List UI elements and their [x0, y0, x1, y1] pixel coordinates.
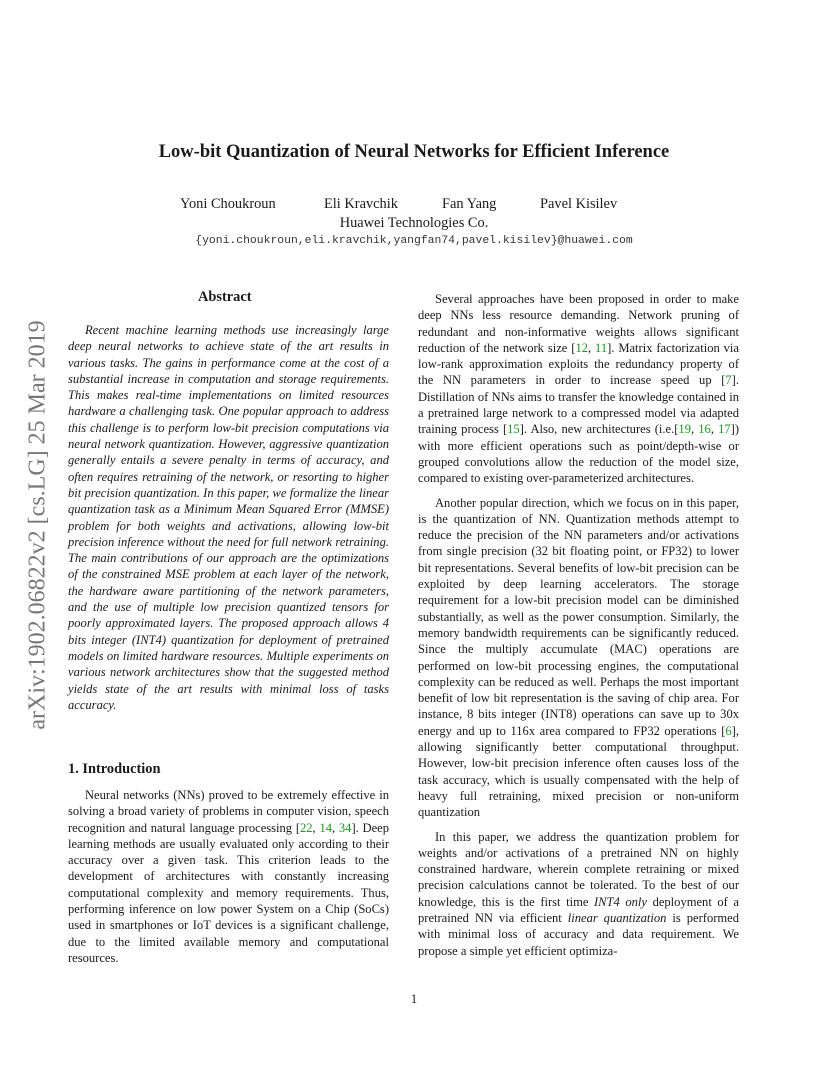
- citation-link[interactable]: 34: [338, 820, 352, 835]
- citation-link[interactable]: 12: [575, 340, 588, 355]
- affiliation: Huawei Technologies Co.: [339, 215, 489, 231]
- abstract-text: Recent machine learning methods use increasingly large deep neural networks to achieve state of the art results in various tasks. The gains in performance come at the cost of a substantial increase in computation and storage requirements. This makes real-time implementations on limited resources hardware a challenging task. One popular approach to address this challenge is to perform low-bit precision computations via neural network quantization. However, aggressive quantization generally entails a severe penalty in terms of accuracy, and often requires retraining of the network, or resorting to higher bit precision quantization. In this paper, we formalize the linear quantization task as a Minimum Mean Squared Error (MMSE) problem for both weights and activations, allowing low-bit precision inference without the need for full network retraining. The main contributions of our approach are the optimizations of the constrained MSE problem at each layer of the network, the hardware aware partitioning of the network parameters, and the use of multiple low precision quantized tensors for poorly approximated layers. The proposed approach allows 4 bits integer (INT4) quantization for deployment of pretrained models on limited hardware resources. Multiple experiments on various network architectures show that the suggested method yields state of the art results with minimal loss of tasks accuracy.: [68, 323, 389, 712]
- section-heading-introduction: 1. Introduction: [68, 761, 161, 777]
- author-1: Yoni Choukroun: [180, 196, 276, 212]
- author-3: Fan Yang: [442, 196, 497, 212]
- author-2: Eli Kravchik: [324, 196, 398, 212]
- citation-link[interactable]: 17: [718, 422, 731, 437]
- citation-link[interactable]: 22: [300, 820, 313, 835]
- intro-paragraph-2: Several approaches have been proposed in order to make deep NNs less resource demanding. Network pruning of redundant and non-informative weights allows significant reduction of the network size [12, 11]. Matrix factorization via low-rank approximation exploits the redundancy property of the NN parameters in order to increase speed up [7]. Distillation of NNs aims to transfer the knowledge contained in a pretrained large network to a compressed model via adapted training process [15]. Also, new architectures (i.e.[19, 16, 17]) with more efficient operations such as point/depth-wise or grouped convolutions allow the reduction of the model size, compared to existing over-parameterized architectures.: [418, 292, 740, 486]
- citation-link[interactable]: 6: [725, 723, 732, 738]
- citation-link[interactable]: 7: [725, 373, 732, 388]
- author-4: Pavel Kisilev: [540, 196, 618, 212]
- citation-link[interactable]: 15: [507, 422, 520, 437]
- abstract-heading: Abstract: [198, 289, 252, 305]
- arxiv-identifier: arXiv:1902.06822v2 [cs.LG] 25 Mar 2019: [24, 320, 51, 730]
- intro-right-column: [418, 291, 739, 959]
- abstract-body: [68, 322, 389, 713]
- intro-paragraph-3: Another popular direction, which we focus on in this paper, is the quantization of NN. Quantization methods attempt to reduce the precision of the NN parameters and/or activations from single precision (32 bit floating point, or FP32) to lower bit representations. Several benefits of low-bit precision can be exploited by deep learning accelerators. The storage requirement for a low-bit precision model can be diminished substantially, as well as the power consumption. Similarly, the memory bandwidth requirements can be significantly reduced. Since the multiply accumulate (MAC) operations are performed on low-bit processing engines, the computational complexity can be reduced as well. Perhaps the most important benefit of low bit representation is the saving of chip area. For instance, 8 bits integer (INT8) operations can save up to 30x energy and up to 116x area compared to FP32 operations [6], allowing significantly better computational throughput. However, low-bit precision inference often causes loss of the task accuracy, which is usually compensated with the help of heavy full retraining, mixed precision or non-uniform quantization: [418, 495, 739, 820]
- citation-link[interactable]: 14: [319, 820, 332, 835]
- citation-link[interactable]: 11: [595, 340, 608, 355]
- author-emails: {yoni.choukroun,eli.kravchik,yangfan74,pavel.kisilev}@huawei.com: [195, 235, 633, 247]
- arxiv-sidebar: [18, 290, 58, 760]
- intro-paragraph-4: In this paper, we address the quantization problem for weights and/or activations of a pretrained NN on highly constrained hardware, wherein complete retraining or mixed precision calculations cannot be tolerated. To the best of our knowledge, this is the first time INT4 only deployment of a pretrained NN via efficient linear quantization is performed with minimal loss of accuracy and data requirement. We propose a simple yet efficient optimiza-: [418, 829, 739, 958]
- page-number: 1: [410, 991, 418, 1006]
- paper-title: Low-bit Quantization of Neural Networks for Efficient Inference: [158, 142, 670, 162]
- intro-left-column: [68, 787, 389, 966]
- citation-link[interactable]: 16: [698, 422, 711, 437]
- intro-paragraph-1: Neural networks (NNs) proved to be extremely effective in solving a broad variety of problems in computer vision, speech recognition and natural language processing [22, 14, 34]. Deep learning methods are usually evaluated only according to their accuracy over a given task. This criterion leads to the development of architectures with constantly increasing computational complexity and memory requirements. Thus, performing inference on low power System on a Chip (SoCs) used in smartphones or IoT devices is a significant challenge, due to the limited available memory and computational resources.: [68, 788, 389, 965]
- citation-link[interactable]: 19: [678, 422, 691, 437]
